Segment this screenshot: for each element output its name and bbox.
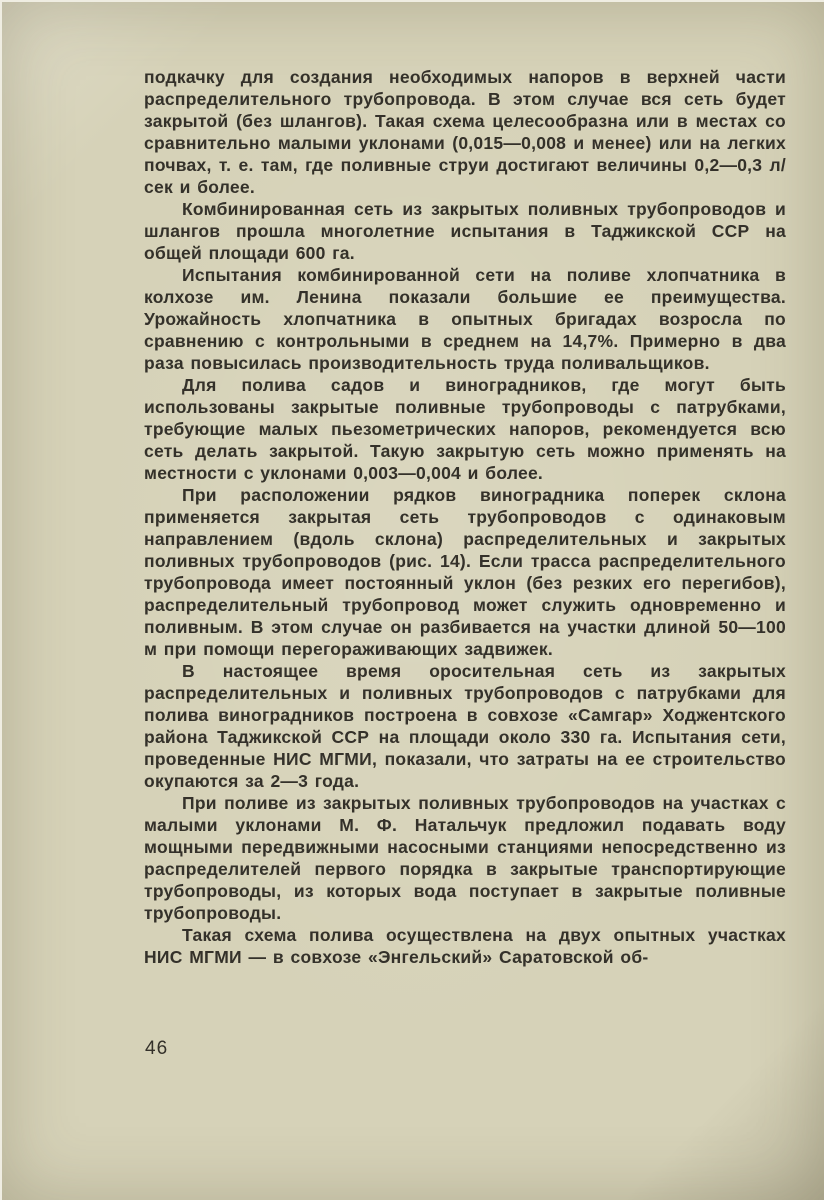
paragraph: При расположении рядков виноградника поперек склона применяется закрытая сеть трубопроводов с одинаковым направлением (вдоль склона) распределительных и закрытых поливных трубопроводов (рис. 14). Если трасса распределительного трубопровода имеет постоянный уклон (без резких его перегибов), распределительный трубопровод может служить одновременно и поливным. В этом случае он разбивается на участки длиной 50—100 м при помощи перегораживающих задвижек. [144,485,786,659]
page-number: 46 [145,1038,169,1059]
body-text [144,66,786,968]
paragraph: При поливе из закрытых поливных трубопроводов на участках с малыми уклонами М. Ф. Натальчук предложил подавать воду мощными передвижными насосными станциями непосредственно из распределителей первого порядка в закрытые транспортирующие трубопроводы, из которых вода поступает в закрытые поливные трубопроводы. [144,793,786,923]
paragraph: Такая схема полива осуществлена на двух опытных участках НИС МГМИ — в совхозе «Энгельский» Саратовской об- [144,925,786,967]
paragraph: подкачку для создания необходимых напоров в верхней части распределительного трубопровода. В этом случае вся сеть будет закрытой (без шлангов). Такая схема целесообразна или в местах со сравнительно малыми уклонами (0,015—0,008 и менее) или на легких почвах, т. е. там, где поливные струи достигают величины 0,2—0,3 л/сек и более. [144,67,786,197]
paragraph: Комбинированная сеть из закрытых поливных трубопроводов и шлангов прошла многолетние испытания в Таджикской ССР на общей площади 600 га. [144,199,786,263]
paragraph: Для полива садов и виноградников, где могут быть использованы закрытые поливные трубопроводы с патрубками, требующие малых пьезометрических напоров, рекомендуется всю сеть делать закрытой. Такую закрытую сеть можно применять на местности с уклонами 0,003—0,004 и более. [144,375,786,483]
paragraph: Испытания комбинированной сети на поливе хлопчатника в колхозе им. Ленина показали большие ее преимущества. Урожайность хлопчатника в опытных бригадах возросла по сравнению с контрольными в среднем на 14,7%. Примерно в два раза повысилась производительность труда поливальщиков. [144,265,786,373]
paragraph: В настоящее время оросительная сеть из закрытых распределительных и поливных трубопроводов с патрубками для полива виноградников построена в совхозе «Самгар» Ходжентского района Таджикской ССР на площади около 330 га. Испытания сети, проведенные НИС МГМИ, показали, что затраты на ее строительство окупаются за 2—3 года. [144,661,786,791]
